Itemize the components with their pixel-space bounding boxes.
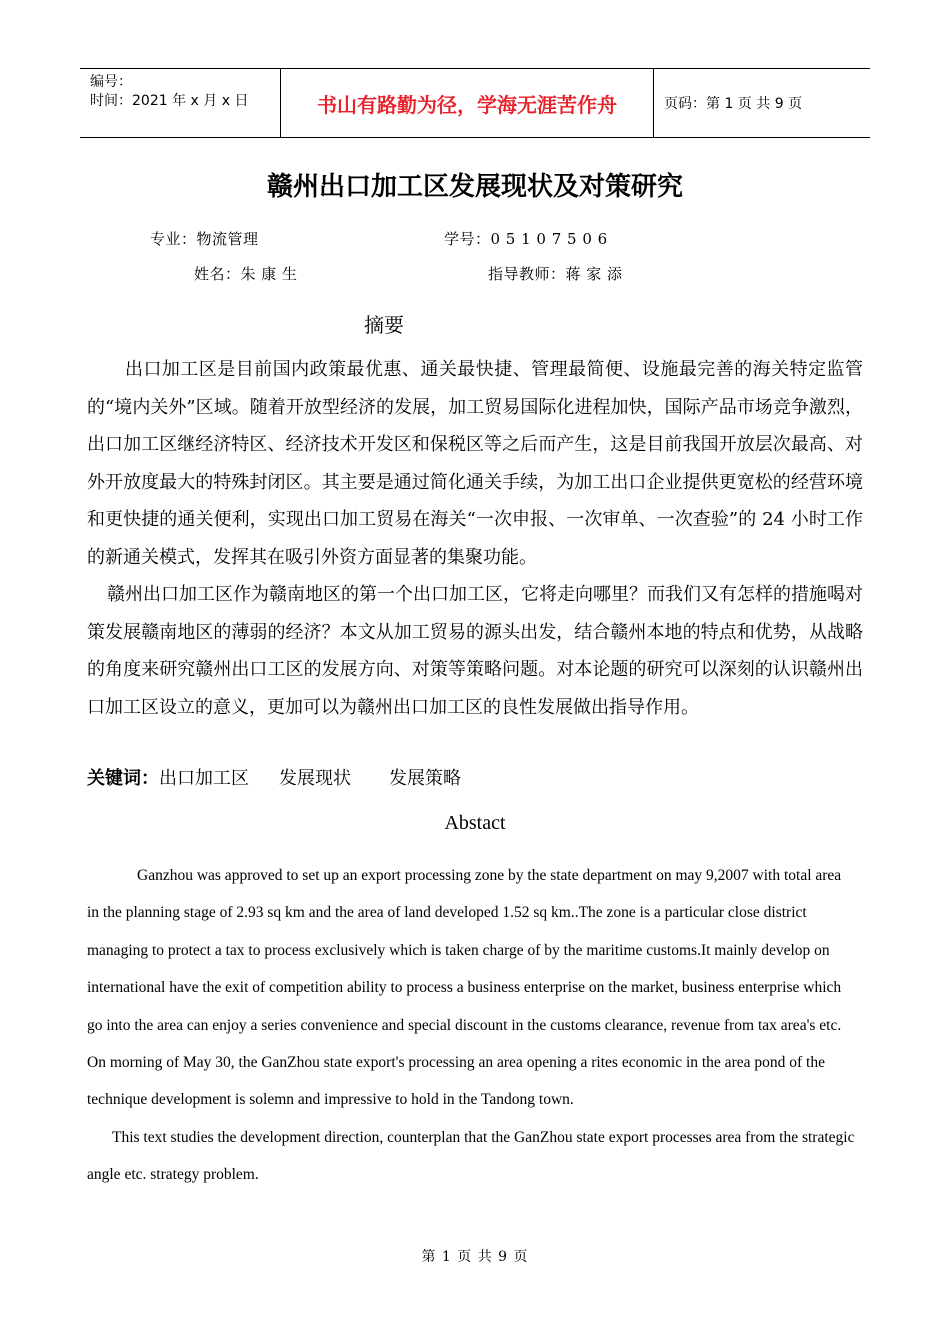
header-motto: 书山有路勤为径，学海无涯苦作舟 (281, 69, 654, 137)
document-number: 编号： (90, 74, 132, 90)
abstract-cn-body (87, 351, 863, 726)
document-time: 时间：2021 年 x 月 x 日 (90, 93, 249, 109)
meta-major: 专业：物流管理 (150, 230, 259, 248)
meta-advisor: 指导教师：蒋 家 添 (488, 265, 623, 283)
meta-name: 姓名：朱 康 生 (194, 265, 298, 283)
abstract-en-heading: Abstact (444, 812, 506, 834)
abstract-cn-paragraph-1: 出口加工区是目前国内政策最优惠、通关最快捷、管理最简便、设施最完善的海关特定监管的“境内关外”区域。随着开放型经济的发展，加工贸易国际化进程加快，国际产品市场竞争激烈，出口加工区继经济特区、经济技术开发区和保税区等之后而产生，这是目前我国开放层次最高、对外开放度最大的特殊封闭区。其主要是通过简化通关手续，为加工出口企业提供更宽松的经营环境和更快捷的通关便利，实现出口加工贸易在海关“一次申报、一次审单、一次查验”的 24 小时工作的新通关模式，发挥其在吸引外资方面显著的集聚功能。 (87, 359, 863, 568)
header-table (80, 68, 870, 138)
abstract-cn-heading: 摘要 (364, 313, 404, 337)
keyword-item: 发展策略 (389, 768, 461, 789)
keyword-item: 出口加工区 (159, 768, 249, 789)
header-left-cell (80, 69, 281, 137)
meta-student-id: 学号：0 5 1 0 7 5 0 6 (444, 230, 608, 248)
page-footer: 第 1 页 共 9 页 (421, 1249, 529, 1265)
abstract-en-body (87, 857, 857, 1194)
keyword-item: 发展现状 (279, 768, 351, 789)
keywords-label: 关键词： (87, 768, 159, 789)
page-title: 赣州出口加工区发展现状及对策研究 (266, 172, 683, 202)
abstract-en-paragraph-1: Ganzhou was approved to set up an export processing zone by the state department on may 9,2007 with total area in the planning stage of 2.93 sq km and the area of land developed 1.52 sq km..The zone is a particular close district managing to protect a tax to process exclusively which is taken charge of by the maritime customs.It mainly develop on international have the exit of competition ability to process a business enterprise on the market, business enterprise which go into the area can enjoy a series convenience and special discount in the customs clearance, revenue from tax area's etc. On morning of May 30, the GanZhou state export's processing an area opening a rites economic in the area pond of the technique development is solemn and impressive to hold in the Tandong town. (87, 867, 842, 1109)
header-page-info: 页码：第 1 页 共 9 页 (664, 96, 803, 112)
abstract-en-paragraph-2: This text studies the development direction, counterplan that the GanZhou state export processes area from the strategic angle etc. strategy problem. (87, 1128, 855, 1184)
keywords-line (87, 764, 461, 790)
abstract-cn-paragraph-2: 赣州出口加工区作为赣南地区的第一个出口加工区，它将走向哪里？而我们又有怎样的措施喝对策发展赣南地区的薄弱的经济？本文从加工贸易的源头出发，结合赣州本地的特点和优势，从战略的角度来研究赣州出口工区的发展方向、对策等策略问题。对本论题的研究可以深刻的认识赣州出口加工区设立的意义，更加可以为赣州出口加工区的良性发展做出指导作用。 (87, 584, 863, 718)
